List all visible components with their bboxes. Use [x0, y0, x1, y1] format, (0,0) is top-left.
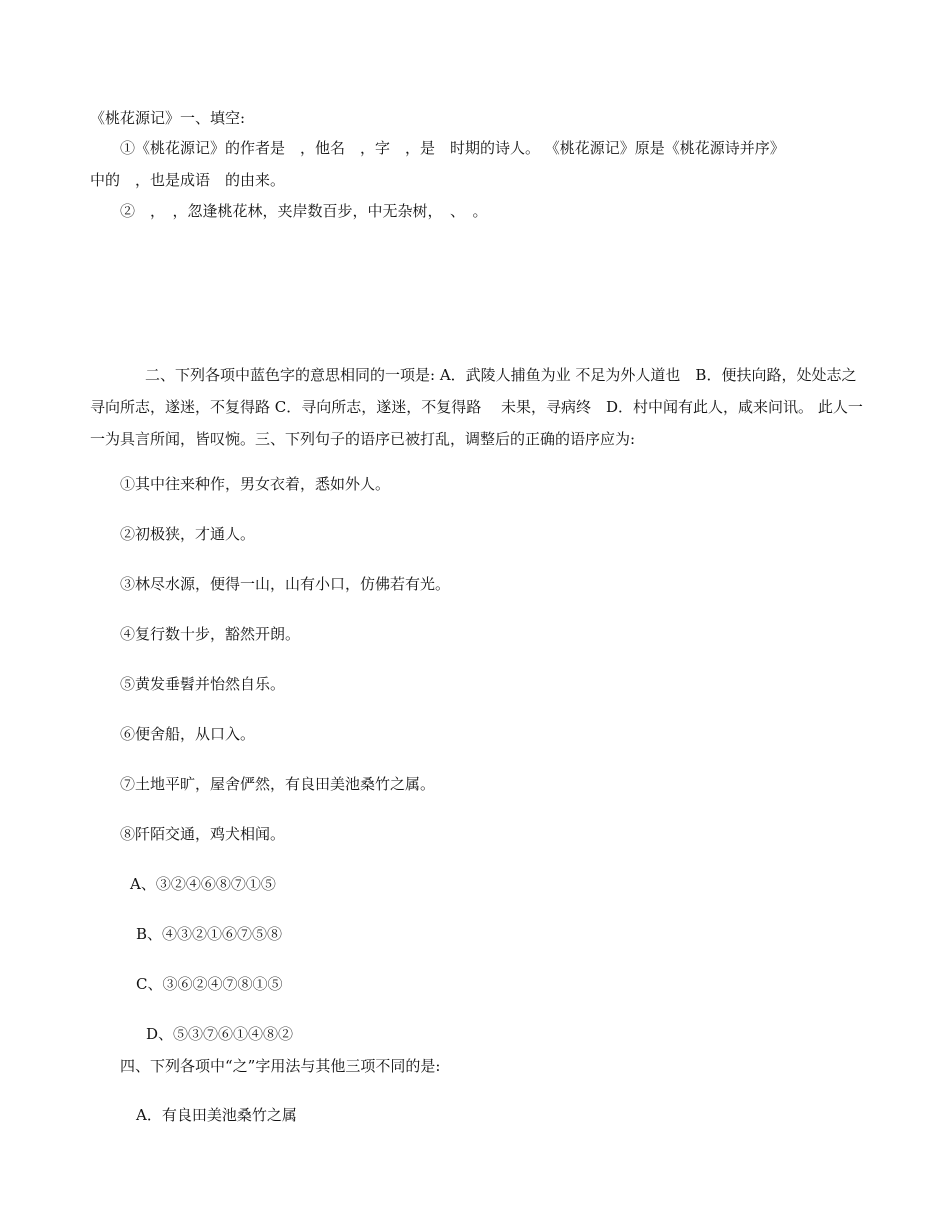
section4-option-a: A．有良田美池桑竹之属 [136, 1106, 297, 1124]
answer-option-c: C、③⑥②④⑦⑧①⑤ [136, 975, 283, 993]
sentence-item: ⑥便舍船，从口入。 [120, 725, 256, 743]
sentence-item: ⑦土地平旷，屋舍俨然，有良田美池桑竹之属。 [120, 775, 436, 793]
question1-line1: ①《桃花源记》的作者是 ，他名 ，字 ，是 时期的诗人。 《桃花源记》原是《桃花源诗并序》 [120, 139, 785, 157]
sentence-item: ④复行数十步，豁然开朗。 [120, 625, 301, 643]
question1-line2: 中的 ，也是成语 的由来。 [90, 171, 286, 189]
sentence-item: ③林尽水源，便得一山，山有小口，仿佛若有光。 [120, 575, 451, 593]
section1-heading: 《桃花源记》一、填空: [90, 109, 246, 127]
sentence-item: ⑤黄发垂髫并怡然自乐。 [120, 675, 286, 693]
section2-paragraph: 二、下列各项中蓝色字的意思相同的一项是: A．武陵人捕鱼为业 不足为外人道也 B．便扶向路，处处志之寻向所志，遂迷，不复得路 C．寻向所志，遂迷，不复得路 未果，寻病终 D．村中闻有此人，咸来问讯。 此人一一为具言所闻，皆叹惋。三、下列句子的语序已被打乱，调整后的正确的语序应为: [90, 366, 863, 448]
question2-line: ② ， ，忽逢桃花林，夹岸数百步，中无杂树， 、 。 [120, 202, 488, 220]
sentence-item: ⑧阡陌交通，鸡犬相闻。 [120, 825, 286, 843]
sentence-item: ①其中往来种作，男女衣着，悉如外人。 [120, 475, 391, 493]
section4-heading: 四、下列各项中“之”字用法与其他三项不同的是: [120, 1057, 441, 1075]
sentence-item: ②初极狭，才通人。 [120, 525, 256, 543]
answer-option-a: A、③②④⑥⑧⑦①⑤ [130, 875, 276, 893]
answer-option-b: B、④③②①⑥⑦⑤⑧ [136, 925, 283, 943]
answer-option-d: D、⑤③⑦⑥①④⑧② [146, 1025, 294, 1043]
